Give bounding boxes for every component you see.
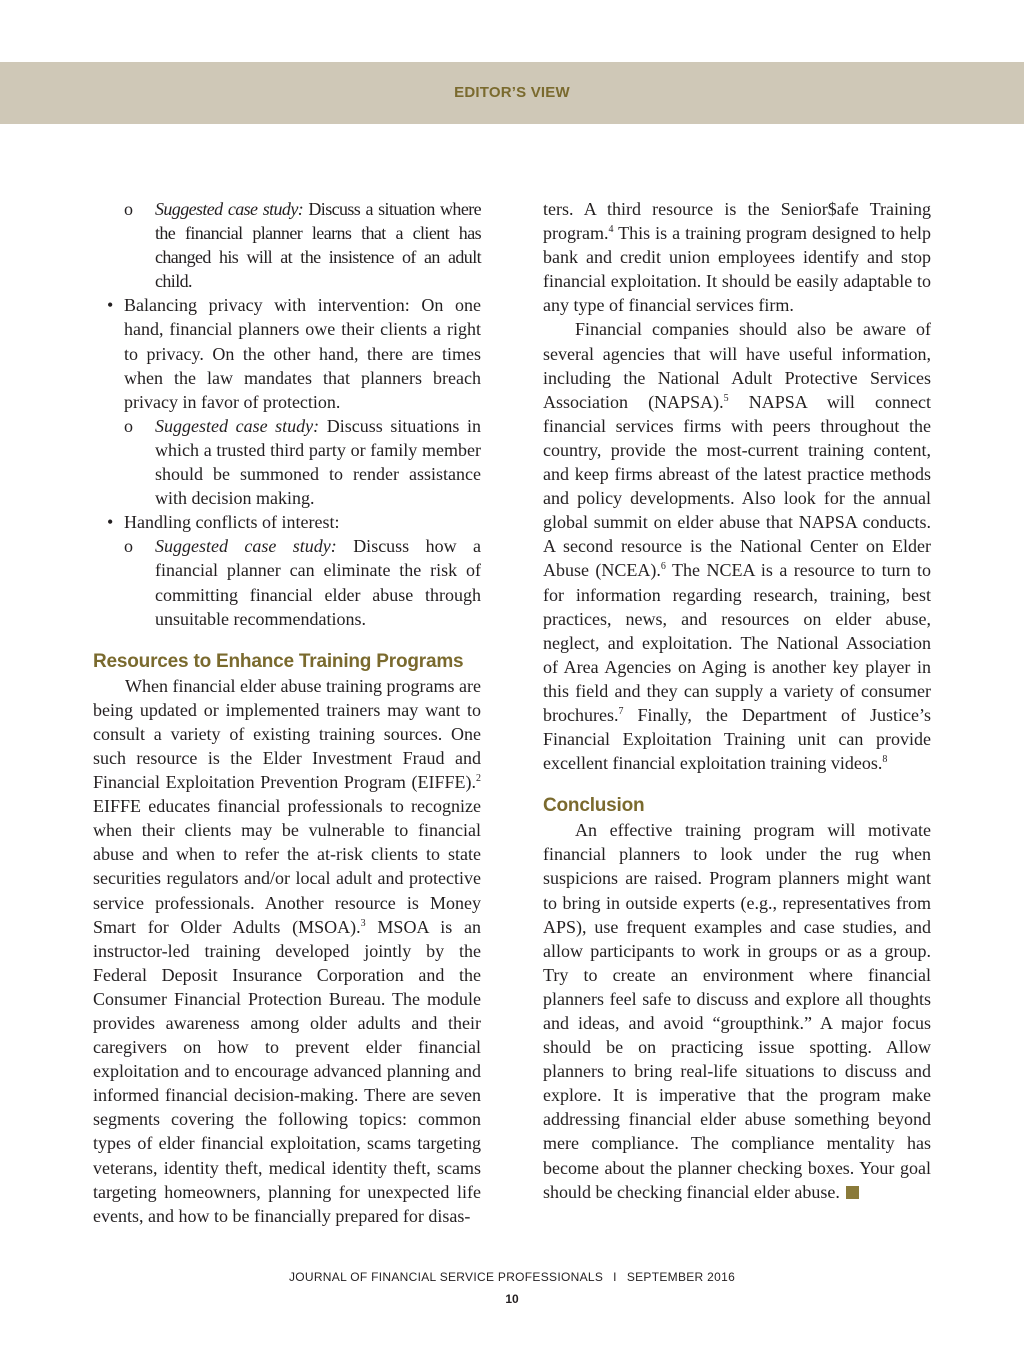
body-text: MSOA is an instructor-led training developed jointly by the Federal Deposit Insurance Corporation and the Consumer Financial Protection Bureau. The module provides awareness among older adults and their caregivers on how to prevent elder financial exploitation and to encourage advanced planning and informed financial decision-making. There are seven segments covering the following topics: common types of elder financial exploitation, scams targeting veterans, identity theft, medical identity theft, scams targeting homeowners, planning for unexpected life events, and how to be financially prepared for disas- (93, 916, 482, 1226)
right-column (543, 197, 931, 1204)
case-study-label: Suggested case study: (155, 415, 320, 436)
spacer (543, 775, 931, 794)
bullet-text: Handling conflicts of interest: (124, 512, 340, 533)
sub-bullet-marker: o (124, 199, 133, 219)
footnote-ref: 5 (723, 392, 729, 404)
page-footer (0, 1270, 1024, 1284)
body-text: The NCEA is a resource to turn to for information regarding research, training, best practices, news, and resources on elder abuse, neglect, and exploitation. The National Association of Area Agencies on Aging is another key player in this field and they can supply a variety of consumer brochures. (543, 560, 931, 725)
footnote-ref: 7 (618, 705, 624, 717)
footnote-ref: 2 (476, 773, 481, 785)
sub-bullet-marker: o (124, 415, 133, 436)
case-study-label: Suggested case study: (155, 199, 304, 219)
footnote-ref: 3 (360, 917, 366, 929)
conclusion-paragraph (543, 818, 931, 1204)
body-text: Finally, the Department of Justice’s Financial Exploitation Training unit can provide excellent financial exploitation training videos. (543, 704, 931, 774)
body-text: When financial elder abuse training programs are being updated or implemented trainers may want to consult a variety of existing training sources. One such resource is the Elder Investment Fraud and Financial Exploitation Prevention Program (EIFFE). (93, 675, 481, 793)
case-study-text: Discuss a situation where the financial planner learns that a client has changed his will at the insistence of an adult child. (155, 199, 481, 292)
issue-date: SEPTEMBER 2016 (626, 1270, 736, 1284)
body-text: Financial companies should also be aware of several agencies that will have useful information, including the National Adult Protective Services Association (NAPSA). (543, 319, 931, 412)
bullet-marker: • (107, 295, 114, 316)
footnote-ref: 4 (608, 224, 614, 236)
sub-bullet-marker: o (124, 536, 133, 557)
bullet-marker: • (107, 512, 114, 533)
body-text: NAPSA will connect financial services firms with peers throughout the country, provide the most-current training content, and keep firms abreast of the latest practice methods and policy developments. Also look for the annual global summit on elder abuse that NAPSA conducts. A second resource is the National Center on Elder Abuse (NCEA). (543, 391, 931, 581)
bullet-text: Balancing privacy with intervention: On one hand, financial planners owe their clients a right to privacy. On the other hand, there are times when the law mandates that planners breach privacy in favor of protection. (124, 295, 481, 412)
spacer (93, 631, 481, 650)
body-text: EIFFE educates financial professionals to recognize when their clients may be vulnerable to financial abuse and when to refer the at-risk clients to state securities regulators and/or local adult and protective service professionals. Another resource is Money Smart for Older Adults (MSOA). (93, 796, 481, 937)
footnote-ref: 6 (660, 561, 666, 573)
section-label: EDITOR’S VIEW (454, 84, 570, 101)
case-study-item (93, 197, 481, 293)
conclusion-heading: Conclusion (543, 795, 645, 817)
header-band (0, 62, 1024, 124)
body-text: An effective training program will motivate financial planners to look under the rug when suspicions are raised. Program planners might want to bring in outside experts (e.g., representatives from APS), use frequent examples and case studies, and allow participants to work in groups or as a group. Try to create an environment where financial planners feel safe to discuss and explore all thoughts and ideas, and avoid “groupthink.” A major focus should be on practicing issue spotting. Allow planners to bring real-life situations to discuss and explore. It is imperative that the program make addressing financial elder abuse something beyond mere compliance. The compliance mentality has become about the planner checking boxes. Your goal should be checking financial elder abuse. (543, 820, 931, 1202)
footer-separator: I (613, 1270, 617, 1284)
footnote-ref: 8 (882, 754, 888, 766)
page-number: 10 (505, 1292, 519, 1306)
case-study-item (93, 414, 481, 510)
left-column (93, 197, 481, 1228)
case-study-text: Discuss how a financial planner can eliminate the risk of committing financial elder abuse through unsuitable recommendations. (155, 536, 481, 629)
agencies-paragraph (543, 317, 931, 775)
resources-paragraph (93, 674, 481, 1228)
case-study-label: Suggested case study: (155, 536, 337, 557)
body-text: ters. A third resource is the Senior$afe Training program. (543, 199, 931, 244)
end-of-article-mark (846, 1186, 859, 1199)
bullet-item (93, 293, 481, 413)
body-text: This is a training program designed to help bank and credit union employees identify and stop financial exploitation. It should be easily adaptable to any type of financial services firm. (543, 223, 931, 316)
journal-name: JOURNAL OF FINANCIAL SERVICE PROFESSIONALS (288, 1270, 604, 1284)
resources-heading: Resources to Enhance Training Programs (93, 650, 464, 672)
continued-paragraph (543, 197, 931, 317)
bullet-item (93, 510, 481, 534)
case-study-text: Discuss situations in which a trusted third party or family member should be summoned to render assistance with decision making. (155, 415, 481, 509)
case-study-item (93, 534, 481, 630)
